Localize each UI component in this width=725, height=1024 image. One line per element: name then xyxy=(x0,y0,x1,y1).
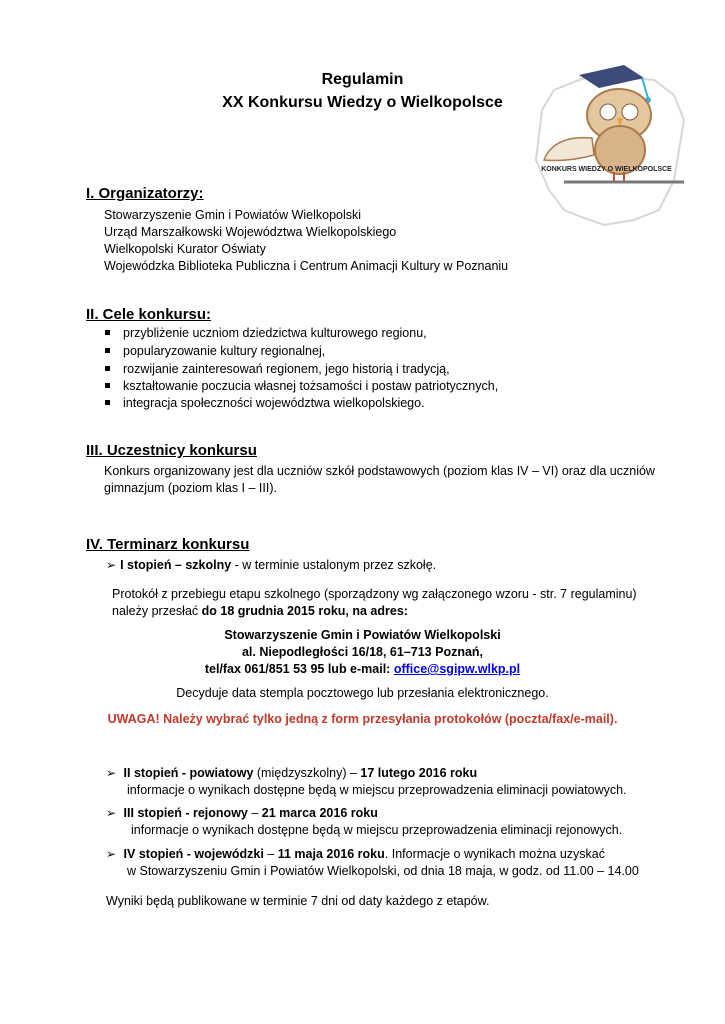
organizer-item: Wojewódzka Biblioteka Publiczna i Centrum Animacji Kultury w Poznaniu xyxy=(104,259,509,273)
goal-item: rozwijanie zainteresowań regionem, jego historią i tradycją, xyxy=(105,361,450,377)
section-schedule-heading: IV. Terminarz konkursu xyxy=(86,536,250,553)
arrow-icon: ➢ xyxy=(106,847,117,861)
bullet-icon xyxy=(105,330,110,335)
bullet-icon xyxy=(105,383,110,388)
stage-4: ➢ IV stopień - wojewódzki – 11 maja 2016 roku. Informacje o wynikach można uzyskać xyxy=(106,847,606,861)
bullet-icon xyxy=(105,348,110,353)
address-name: Stowarzyszenie Gmin i Powiatów Wielkopolski xyxy=(224,628,501,642)
warning-note: UWAGA! Należy wybrać tylko jedną z form przesyłania protokołów (poczta/fax/e-mail). xyxy=(107,712,618,726)
goal-item: integracja społeczności województwa wielkopolskiego. xyxy=(105,395,425,411)
contest-logo xyxy=(524,50,689,230)
goal-item: kształtowanie poczucia własnej tożsamości i postaw patriotycznych, xyxy=(105,378,498,394)
bullet-icon xyxy=(105,400,110,405)
stage-2-info: informacje o wynikach dostępne będą w miejscu przeprowadzenia eliminacji powiatowych. xyxy=(127,783,627,797)
address-contact: tel/fax 061/851 53 95 lub e-mail: office@sgipw.wlkp.pl xyxy=(204,662,521,676)
stage-3: ➢ III stopień - rejonowy – 21 marca 2016 roku xyxy=(106,806,378,820)
document-title: Regulamin xyxy=(321,71,404,88)
stage-3-info: informacje o wynikach dostępne będą w miejscu przeprowadzenia eliminacji rejonowych. xyxy=(131,823,623,837)
arrow-icon: ➢ xyxy=(106,806,117,820)
arrow-icon: ➢ xyxy=(106,766,117,780)
section-participants-heading: III. Uczestnicy konkursu xyxy=(86,442,257,459)
arrow-icon: ➢ xyxy=(106,558,117,572)
bullet-icon xyxy=(105,366,110,371)
stage-1: ➢ I stopień – szkolny - w terminie ustalonym przez szkołę. xyxy=(106,558,437,572)
results-note: Wyniki będą publikowane w terminie 7 dni od daty każdego z etapów. xyxy=(106,894,490,908)
section-goals-heading: II. Cele konkursu: xyxy=(86,306,212,323)
protocol-deadline: należy przesłać do 18 grudnia 2015 roku, na adres: xyxy=(112,604,408,618)
owl-logo-icon xyxy=(524,50,689,230)
email-link[interactable]: office@sgipw.wlkp.pl xyxy=(393,662,521,676)
organizer-item: Stowarzyszenie Gmin i Powiatów Wielkopolski xyxy=(104,208,362,222)
stage-4-info: w Stowarzyszeniu Gmin i Powiatów Wielkopolski, od dnia 18 maja, w godz. od 11.00 – 14.00 xyxy=(127,864,639,878)
organizer-item: Wielkopolski Kurator Oświaty xyxy=(104,242,266,256)
postmark-note: Decyduje data stempla pocztowego lub przesłania elektronicznego. xyxy=(176,686,549,700)
address-street: al. Niepodległości 16/18, 61–713 Poznań, xyxy=(241,645,484,659)
protocol-text: Protokół z przebiegu etapu szkolnego (sporządzony wg załączonego wzoru - str. 7 regulaminu) xyxy=(112,587,637,601)
stage-2: ➢ II stopień - powiatowy (międzyszkolny) – 17 lutego 2016 roku xyxy=(106,766,478,780)
organizer-item: Urząd Marszałkowski Województwa Wielkopolskiego xyxy=(104,225,397,239)
logo-caption: KONKURS WIEDZY O WIELKOPOLSCE xyxy=(541,166,672,173)
goal-item: przybliżenie uczniom dziedzictwa kulturowego regionu, xyxy=(105,325,427,341)
goal-item: popularyzowanie kultury regionalnej, xyxy=(105,343,325,359)
participants-text: Konkurs organizowany jest dla uczniów szkół podstawowych (poziom klas IV – VI) oraz dla uczniów xyxy=(104,464,655,478)
document-subtitle: XX Konkursu Wiedzy o Wielkopolsce xyxy=(222,94,503,111)
section-organizers-heading: I. Organizatorzy: xyxy=(86,185,204,202)
participants-text: gimnazjum (poziom klas I – III). xyxy=(104,481,277,495)
